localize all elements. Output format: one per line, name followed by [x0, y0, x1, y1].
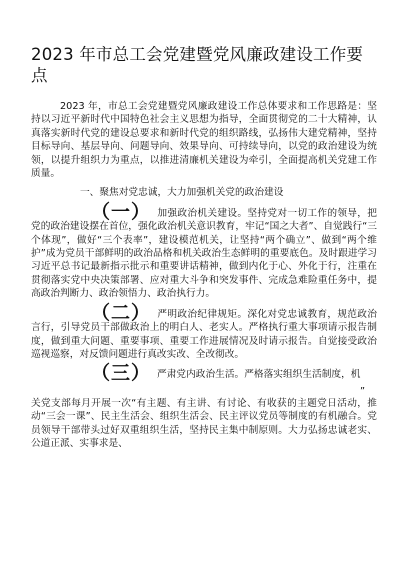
item-1-text: 加强政治机关建设。坚持党对一切工作的领导，把党的政治建设摆在首位，强化政治机关意识教育，牢记“国之大者”、自觉践行“三个体现”，做好“三个表率”，建设模范机关，让坚持“两个确立”、做到“两个维护”成为党员干部鲜明的政治品格和机关政治生态鲜明的重要底色。及时跟进学习习近平总书记最新指示批示和重要讲话精神，做到内化于心、外化于行，注重在贯彻落实党中央决策部署、应对重大斗争和突发事件、完成急难险重任务中，提高政治判断力、政治领悟力、政治执行力。: [31, 207, 377, 300]
item-1-paragraph: [31, 200, 377, 301]
item-1-number: （一）: [91, 200, 152, 223]
document-title: 2023 年市总工会党建暨党风廉政建设工作要点: [31, 45, 364, 85]
item-2: [31, 301, 377, 362]
intro-paragraph: 2023 年，市总工会党建暨党风廉政建设工作总体要求和工作思路是：坚持以习近平新时代中国特色社会主义思想为指导，全面贯彻党的二十大精神，认真落实新时代党的建设总要求和新时代党的组织路线，弘扬伟大建党精神，坚持目标导向、基层导向、问题导向、效果导向、可持续导向，以党的政治建设为统领，以提升组织力为重点，以推进清廉机关建设为牵引，全面提高机关党建工作质量。: [31, 101, 377, 180]
item-2-number: （二）: [91, 301, 152, 324]
item-3-paragraph: [31, 362, 377, 385]
quote-mark: ”: [359, 385, 365, 397]
item-3-number: （三）: [91, 362, 152, 385]
item-2-paragraph: [31, 301, 377, 362]
item-3: [31, 362, 377, 385]
item-3-text: 严肃党内政治生活。严格落实组织生活制度，机: [157, 369, 361, 381]
continuation-paragraph: 关党支部每月开展一次“有主题、有主讲、有讨论、有收获的主题党日活动，推动“三会一课”、民主生活会、组织生活会、民主评议党员等制度的有机融合。党员领导干部带头过好双重组织生活，坚持民主集中制原则。大力弘扬忠诚老实、公道正派、实事求是、: [31, 397, 377, 449]
section-heading: 一、聚焦对党忠诚，大力加强机关党的政治建设: [80, 187, 284, 199]
item-1: [31, 200, 377, 301]
item-2-text: 严明政治纪律规矩。深化对党忠诚教育，规范政治言行，引导党员干部做政治上的明白人、老实人。严格执行重大事项请示报告制度，做到重大问题、重要事项、重要工作进展情况及时请示报告。自觉接受政治巡视巡察，对反馈问题进行真改实改、全改彻改。: [31, 308, 377, 360]
